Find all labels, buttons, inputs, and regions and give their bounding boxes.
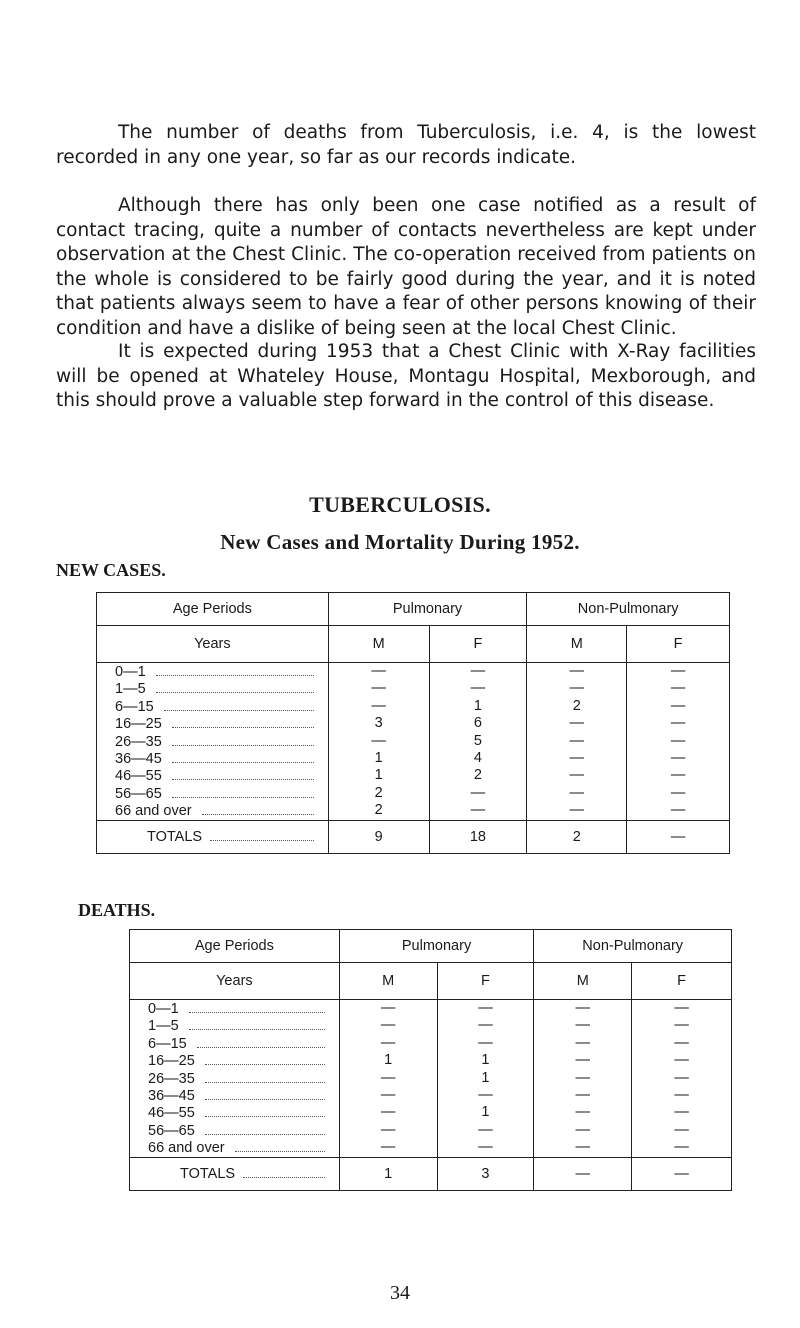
age-label: 36—45 [115, 750, 162, 767]
age-label: 46—55 [115, 768, 162, 785]
age-label: 56—65 [115, 785, 162, 802]
age-column [97, 663, 329, 821]
cell-value: — [670, 697, 686, 714]
age-label: 46—55 [148, 1105, 195, 1122]
paragraph-chest-clinic-plan: It is expected during 1953 that a Chest Clinic with X-Ray facilities will be opened at Whateley House, Montagu Hospital, Mexborough, and this should prove a valuable step forward in the control of this disease. [56, 341, 756, 411]
cell-value: 1 [374, 749, 383, 766]
age-label: 56—65 [148, 1122, 195, 1139]
header-non-pulmonary: Non-Pulmonary [534, 930, 732, 963]
header-pulmonary: Pulmonary [328, 593, 527, 626]
cell-value: 1 [481, 1104, 490, 1121]
cell-value: — [470, 680, 486, 697]
age-row [130, 1139, 339, 1156]
cell-value: — [371, 663, 386, 679]
cell-value: — [371, 732, 386, 749]
age-row [97, 733, 328, 750]
paragraph-contact-tracing: Although there has only been one case notified as a result of contact tracing, quite a number of contacts nevertheless are kept under observation at the Chest Clinic. The co-operation received from patients on the whole is considered to be fairly good during the year, and it is noted that patients always seem to have a fear of other persons knowing of their condition and have a dislike of being seen at the local Chest Clinic. [56, 195, 756, 339]
cell-value: — [674, 1052, 689, 1069]
age-label: 6—15 [148, 1035, 187, 1052]
age-row [97, 715, 328, 732]
cell-value: — [380, 1121, 396, 1138]
cell-value: 2 [473, 767, 482, 784]
page-title: TUBERCULOSIS. [309, 492, 491, 517]
age-row [97, 767, 328, 784]
age-row [130, 1017, 339, 1034]
age-label: 26—35 [115, 733, 162, 750]
totals-label: TOTALS [147, 829, 203, 846]
cell-value: — [670, 767, 686, 784]
cell-value: — [569, 663, 584, 679]
header-age-periods: Age Periods [97, 593, 329, 626]
age-row [97, 802, 328, 819]
cell-value: — [575, 1121, 590, 1138]
total-pulmonary-f: 3 [437, 1157, 534, 1190]
cell-value: — [670, 749, 686, 766]
table-header-row [97, 593, 730, 626]
cell-value: — [569, 784, 584, 801]
cell-value: — [670, 680, 686, 697]
cell-value: — [575, 1139, 590, 1156]
pulmonary-f-column [429, 663, 527, 821]
new-cases-heading: NEW CASES. [56, 560, 166, 580]
age-label: 66 and over [148, 1140, 225, 1157]
age-row [130, 1087, 339, 1104]
cell-value: 1 [374, 767, 383, 784]
table-subheader-row [130, 963, 732, 1000]
cell-value: — [470, 663, 486, 679]
cell-value: — [670, 802, 686, 819]
cell-value: — [674, 1069, 689, 1086]
cell-value: 5 [473, 732, 482, 749]
age-row [97, 750, 328, 767]
age-label: 1—5 [148, 1018, 179, 1035]
cell-value: — [575, 1104, 590, 1121]
cell-value: — [470, 802, 486, 819]
total-non-pulmonary-m: 2 [527, 820, 627, 853]
cell-value: — [470, 784, 486, 801]
pulmonary-m-column [328, 663, 429, 821]
table-body-row [130, 1000, 732, 1158]
cell-value: — [674, 1000, 689, 1016]
cell-value: — [478, 1000, 493, 1016]
cell-value: — [674, 1139, 689, 1156]
cell-value: 1 [481, 1052, 490, 1069]
age-label: 66 and over [115, 803, 192, 820]
subheader-non-pulmonary-f: F [627, 626, 730, 663]
total-non-pulmonary-f: — [627, 820, 730, 853]
cell-value: — [575, 1086, 590, 1103]
cell-value: — [478, 1121, 493, 1138]
cell-value: — [371, 680, 386, 697]
age-label: 26—35 [148, 1070, 195, 1087]
cell-value: — [674, 1017, 689, 1034]
cell-value: 2 [374, 802, 383, 819]
cell-value: — [478, 1034, 493, 1051]
cell-value: — [670, 784, 686, 801]
age-row [130, 1070, 339, 1087]
total-non-pulmonary-m: — [534, 1157, 632, 1190]
age-row [97, 785, 328, 802]
cell-value: — [380, 1017, 396, 1034]
age-column [130, 1000, 340, 1158]
cell-value: — [380, 1069, 396, 1086]
deaths-table [129, 929, 732, 1191]
table-header-row [130, 930, 732, 963]
cell-value: — [670, 663, 686, 679]
table-subheader-row [97, 626, 730, 663]
total-pulmonary-m: 1 [339, 1157, 437, 1190]
cell-value: — [478, 1139, 493, 1156]
cell-value: — [569, 732, 584, 749]
age-label: 0—1 [148, 1001, 179, 1017]
header-pulmonary: Pulmonary [339, 930, 534, 963]
cell-value: 1 [473, 697, 482, 714]
subheader-pulmonary-m: M [328, 626, 429, 663]
age-row [130, 1122, 339, 1139]
cell-value: — [575, 1000, 590, 1016]
age-label: 16—25 [115, 716, 162, 733]
subheader-pulmonary-f: F [429, 626, 527, 663]
page-subtitle: New Cases and Mortality During 1952. [220, 530, 580, 554]
cell-value: 3 [374, 715, 383, 732]
non-pulmonary-m-column [534, 1000, 632, 1158]
cell-value: — [674, 1121, 689, 1138]
cell-value: 1 [481, 1069, 490, 1086]
cell-value: — [674, 1104, 689, 1121]
cell-value: — [380, 1000, 396, 1016]
new-cases-table [96, 592, 730, 854]
cell-value: — [569, 802, 584, 819]
cell-value: — [478, 1017, 493, 1034]
subheader-non-pulmonary-f: F [632, 963, 732, 1000]
subheader-pulmonary-f: F [437, 963, 534, 1000]
age-row [130, 1000, 339, 1017]
cell-value: — [569, 715, 584, 732]
total-non-pulmonary-f: — [632, 1157, 732, 1190]
subheader-pulmonary-m: M [339, 963, 437, 1000]
totals-row [130, 1157, 732, 1190]
cell-value: — [569, 767, 584, 784]
age-row [130, 1104, 339, 1121]
age-row [130, 1052, 339, 1069]
subheader-non-pulmonary-m: M [527, 626, 627, 663]
subheader-years: Years [97, 626, 329, 663]
cell-value: 6 [473, 715, 482, 732]
cell-value: — [380, 1086, 396, 1103]
age-label: 36—45 [148, 1087, 195, 1104]
cell-value: — [670, 715, 686, 732]
table-body-row [97, 663, 730, 821]
cell-value: — [380, 1139, 396, 1156]
age-row [97, 698, 328, 715]
cell-value: — [674, 1034, 689, 1051]
deaths-heading: DEATHS. [78, 900, 156, 920]
cell-value: — [575, 1052, 590, 1069]
cell-value: 2 [572, 697, 581, 714]
cell-value: 2 [374, 784, 383, 801]
totals-label-cell [130, 1157, 340, 1190]
age-label: 16—25 [148, 1053, 195, 1070]
cell-value: — [380, 1034, 396, 1051]
cell-value: — [575, 1017, 590, 1034]
age-row [130, 1035, 339, 1052]
header-age-periods: Age Periods [130, 930, 340, 963]
age-row [97, 680, 328, 697]
age-label: 1—5 [115, 681, 146, 698]
age-label: 6—15 [115, 698, 154, 715]
cell-value: 1 [384, 1052, 393, 1069]
page-number: 34 [390, 1282, 410, 1304]
cell-value: — [674, 1086, 689, 1103]
cell-value: — [569, 680, 584, 697]
age-row [97, 663, 328, 680]
cell-value: — [478, 1086, 493, 1103]
cell-value: — [575, 1069, 590, 1086]
totals-label: TOTALS [180, 1166, 236, 1183]
subheader-years: Years [130, 963, 340, 1000]
paragraph-deaths-summary: The number of deaths from Tuberculosis, i.e. 4, is the lowest recorded in any one year, so far as our records indicate. [56, 122, 756, 168]
totals-label-cell [97, 820, 329, 853]
cell-value: — [371, 697, 386, 714]
pulmonary-f-column [437, 1000, 534, 1158]
cell-value: — [569, 749, 584, 766]
header-non-pulmonary: Non-Pulmonary [527, 593, 730, 626]
total-pulmonary-m: 9 [328, 820, 429, 853]
subheader-non-pulmonary-m: M [534, 963, 632, 1000]
non-pulmonary-f-column [632, 1000, 732, 1158]
cell-value: 4 [473, 749, 482, 766]
non-pulmonary-f-column [627, 663, 730, 821]
cell-value: — [575, 1034, 590, 1051]
age-label: 0—1 [115, 664, 146, 680]
cell-value: — [380, 1104, 396, 1121]
total-pulmonary-f: 18 [429, 820, 527, 853]
pulmonary-m-column [339, 1000, 437, 1158]
totals-row [97, 820, 730, 853]
cell-value: — [670, 732, 686, 749]
non-pulmonary-m-column [527, 663, 627, 821]
